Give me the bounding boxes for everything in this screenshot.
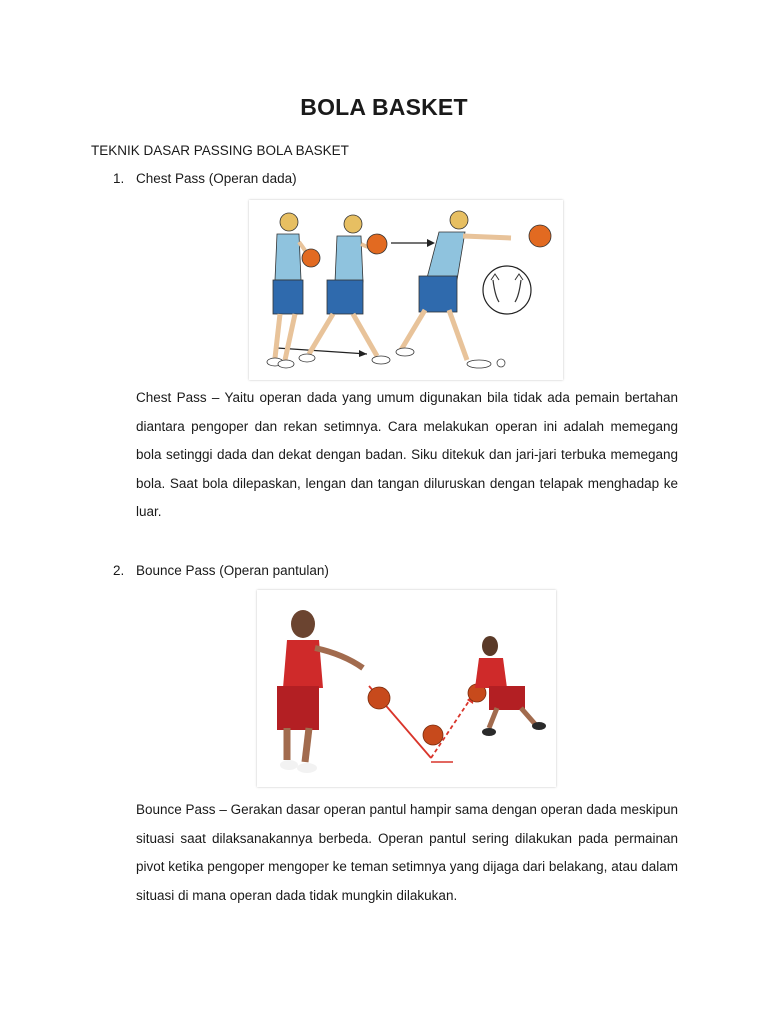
document-title: BOLA BASKET	[300, 94, 468, 120]
list-number-2: 2.	[113, 563, 125, 578]
chest-pass-illustration	[249, 200, 563, 380]
section-heading-chest-pass: Chest Pass (Operan dada)	[136, 171, 297, 186]
chest-pass-paragraph: Chest Pass – Yaitu operan dada yang umum digunakan bila tidak ada pemain bertahan diantara pengoper dan rekan setimnya. Cara melakukan operan ini adalah memegang bola setinggi dada dan dekat dengan badan. Siku ditekuk dan jari-jari terbuka memegang bola. Saat bola dilepaskan, lengan dan tangan diluruskan dengan telapak menghadap ke luar.	[136, 390, 678, 520]
document-subtitle: TEKNIK DASAR PASSING BOLA BASKET	[91, 143, 349, 158]
list-number-1: 1.	[113, 171, 125, 186]
bounce-pass-photo	[257, 590, 556, 787]
section-heading-bounce-pass: Bounce Pass (Operan pantulan)	[136, 563, 329, 578]
bounce-pass-paragraph: Bounce Pass – Gerakan dasar operan pantul hampir sama dengan operan dada meskipun situasi saat dilaksanakannya berbeda. Operan pantul sering dilakukan pada permainan pivot ketika pengoper mengoper ke teman setimnya yang dijaga dari belakang, atau dalam situasi di mana operan dada tidak mungkin dilakukan.	[136, 802, 678, 903]
